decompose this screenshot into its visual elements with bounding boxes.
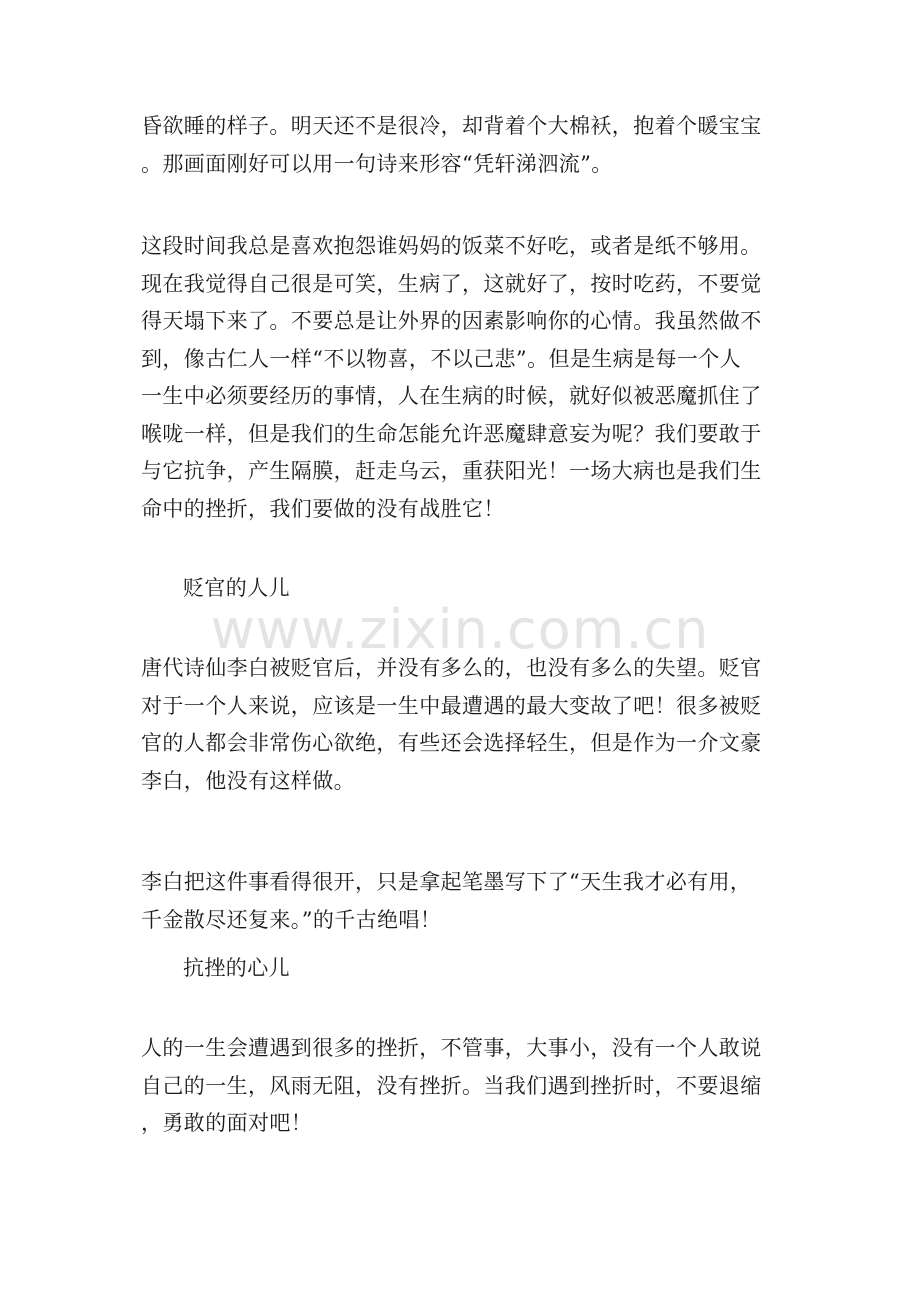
section-heading-resilient-heart: 抗挫的心儿 [183, 956, 290, 980]
paragraph-3: 唐代诗仙李白被贬官后，并没有多么的，也没有多么的失望。贬官 对于一个人来说，应该是一生中最遭遇的最大变故了吧！很多被贬 官的人都会非常伤心欲绝，有些还会选择轻生，但是作为一介文豪 李白，他没有这样做。 [141, 656, 762, 793]
paragraph-2: 这段时间我总是喜欢抱怨谁妈妈的饭菜不好吃，或者是纸不够用。 现在我觉得自己很是可笑，生病了，这就好了，按时吃药，不要觉 得天塌下来了。不要总是让外界的因素影响你的心情。我虽然做不 到，像古仁人一样“不以物喜，不以己悲”。但是生病是每一个人 一生中必须要经历的事情，人在生病的时候，就好似被恶魔抓住了 喉咙一样，但是我们的生命怎能允许恶魔肆意妄为呢？我们要敢于 与它抗争，产生隔膜，赶走乌云，重获阳光！一场大病也是我们生 命中的挫折，我们要做的没有战胜它！ [141, 234, 762, 521]
paragraph-5: 人的一生会遭遇到很多的挫折，不管事，大事小，没有一个人敢说 自己的一生，风雨无阻，没有挫折。当我们遇到挫折时，不要退缩 ，勇敢的面对吧！ [141, 1036, 762, 1135]
watermark: www.zixin.com.cn [210, 598, 710, 661]
paragraph-4: 李白把这件事看得很开，只是拿起笔墨写下了“天生我才必有用， 千金散尽还复来。”的千古绝唱！ [141, 870, 752, 932]
paragraph-1: 昏欲睡的样子。明天还不是很冷，却背着个大棉袄，抱着个暖宝宝 。那画面刚好可以用一句诗来形容“凭轩涕泗流”。 [141, 114, 762, 176]
section-heading-demoted-official: 贬官的人儿 [183, 576, 290, 600]
